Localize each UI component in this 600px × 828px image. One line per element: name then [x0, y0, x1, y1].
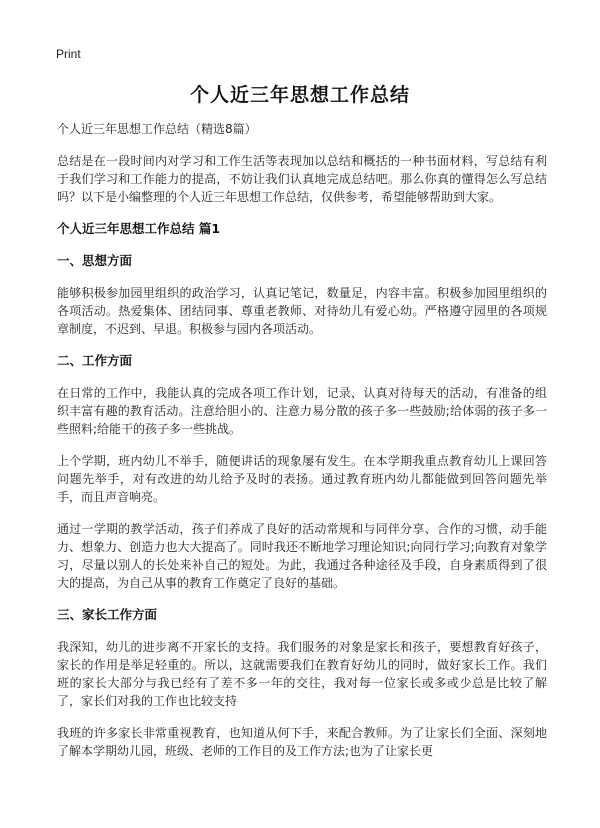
paragraph: 通过一学期的教学活动，孩子们养成了良好的活动常规和与同伴分享、合作的习惯，动手能力、想象力、创造力也大大提高了。同时我还不断地学习理论知识;向同行学习;向教育对象学习，尽量以别人的长处来补自己的短处。为此，我通过各种途径及手段，自身素质得到了很大的提高，为自己从事的教育工作奠定了良好的基础。 — [57, 522, 547, 590]
paragraph: 能够积极参加园里组织的政治学习，认真记笔记，数量足，内容丰富。积极参加园里组织的各项活动。热爱集体、团结同事、尊重老教师、对待幼儿有爱心幼。严格遵守园里的各项规章制度，不迟到、早退。积极参与园内各项活动。 — [57, 286, 547, 336]
paragraph: 我深知，幼儿的进步离不开家长的支持。我们服务的对象是家长和孩子，要想教育好孩子，家长的作用是举足轻重的。所以，这就需要我们在教育好幼儿的同时，做好家长工作。我们班的家长大部分与我已经有了差不多一年的交往，我对每一位家长或多或少总是比较了解了，家长们对我的工作也比较支持 — [57, 640, 547, 708]
print-label[interactable]: Print — [56, 47, 81, 61]
section-heading-work: 二、工作方面 — [57, 353, 133, 368]
paragraph: 上个学期，班内幼儿不举手，随便讲话的现象屡有发生。在本学期我重点教育幼儿上课回答问题先举手，对有改进的幼儿给予及时的表扬。通过教育班内幼儿都能做到回答问题先举手，而且声音响亮。 — [57, 454, 547, 504]
section-heading-thought: 一、思想方面 — [57, 253, 133, 268]
document-body — [57, 120, 547, 774]
document-subtitle: 个人近三年思想工作总结（精选8篇） — [57, 122, 257, 136]
article-heading: 个人近三年思想工作总结 篇1 — [57, 221, 221, 236]
section-heading-parents: 三、家长工作方面 — [57, 607, 158, 622]
paragraph: 我班的许多家长非常重视教育，也知道从何下手，来配合教师。为了让家长们全面、深刻地了解本学期幼儿园，班级、老师的工作目的及工作方法;也为了让家长更 — [57, 726, 547, 758]
intro-paragraph: 总结是在一段时间内对学习和工作生活等表现加以总结和概括的一种书面材料，写总结有利于我们学习和工作能力的提高，不妨让我们认真地完成总结吧。那么你真的懂得怎么写总结吗？以下是小编整理的个人近三年思想工作总结，仅供参考，希望能够帮助到大家。 — [57, 154, 547, 204]
paragraph: 在日常的工作中，我能认真的完成各项工作计划，记录，认真对待每天的活动，有准备的组织丰富有趣的教育活动。注意给胆小的、注意力易分散的孩子多一些鼓励;给体弱的孩子多一些照料;给能干的孩子多一些挑战。 — [57, 386, 547, 436]
document-title: 个人近三年思想工作总结 — [189, 84, 410, 106]
